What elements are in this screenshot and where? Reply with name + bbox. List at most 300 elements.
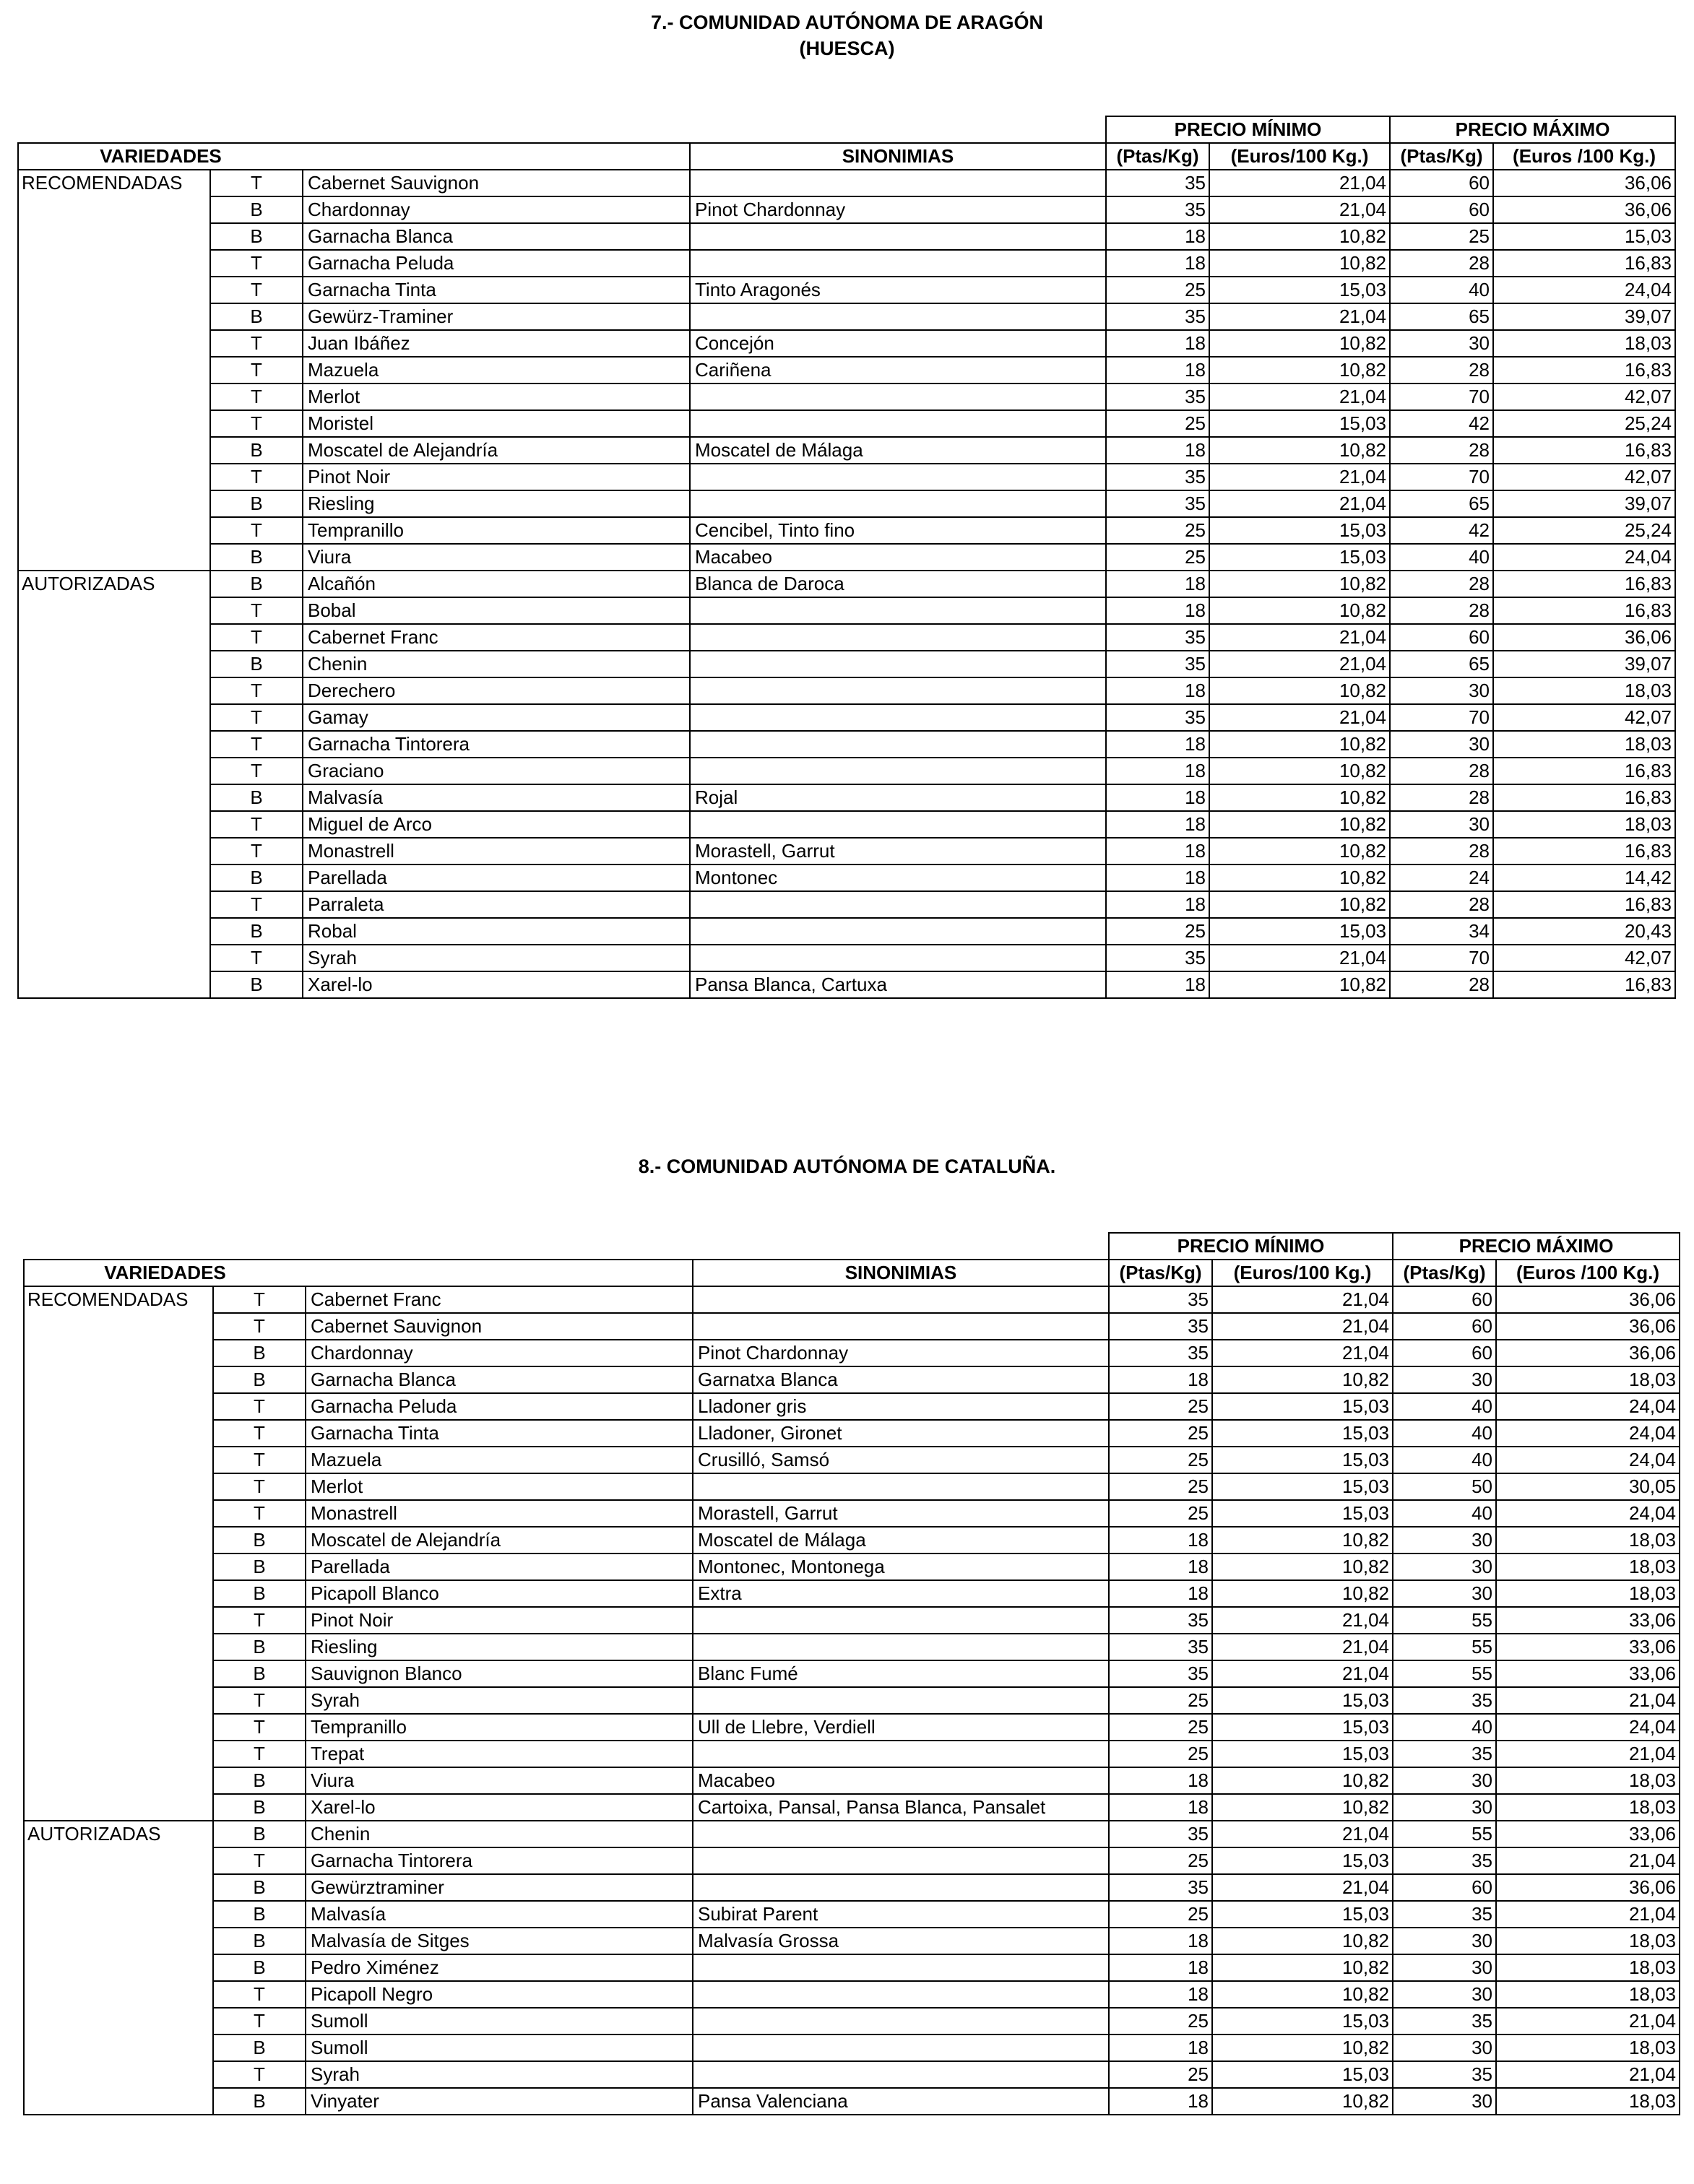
category-cell: AUTORIZADAS (24, 1821, 213, 1847)
color-cell: B (213, 1794, 306, 1821)
table-row (24, 1393, 1680, 1420)
category-cell (24, 2088, 213, 2115)
variety-cell: Pinot Noir (306, 1607, 693, 1634)
category-cell (18, 250, 210, 277)
ptas-max-cell: 42 (1390, 410, 1493, 437)
euros-min-cell: 21,04 (1209, 196, 1390, 223)
ptas-max-cell: 60 (1393, 1340, 1496, 1366)
synonyms-cell (690, 384, 1106, 410)
variety-cell: Gewürztraminer (306, 1874, 693, 1901)
ptas-max-cell: 60 (1393, 1874, 1496, 1901)
category-cell (18, 490, 210, 517)
color-cell: B (213, 1634, 306, 1660)
ptas-max-cell: 28 (1390, 437, 1493, 464)
color-cell: B (213, 1767, 306, 1794)
table-row (18, 357, 1675, 384)
table-row (18, 597, 1675, 624)
table-row (24, 1874, 1680, 1901)
color-cell: T (213, 1847, 306, 1874)
color-cell: B (210, 784, 303, 811)
category-cell (18, 277, 210, 303)
ptas-min-cell: 35 (1109, 1286, 1212, 1313)
euros-max-cell: 24,04 (1496, 1500, 1680, 1527)
euros-min-cell: 21,04 (1209, 170, 1390, 196)
ptas-max-cell: 55 (1393, 1607, 1496, 1634)
euros-min-cell: 10,82 (1209, 437, 1390, 464)
variedades-header: VARIEDADES (24, 1260, 306, 1286)
category-cell (24, 1366, 213, 1393)
color-cell: T (210, 170, 303, 196)
color-cell: B (213, 1554, 306, 1580)
ptas-max-cell: 28 (1390, 971, 1493, 998)
synonyms-cell: Ull de Llebre, Verdiell (693, 1714, 1109, 1741)
category-cell (18, 758, 210, 784)
category-cell (18, 196, 210, 223)
euros-max-cell: 18,03 (1496, 1580, 1680, 1607)
category-cell (18, 624, 210, 651)
synonyms-cell (690, 704, 1106, 731)
table-row (18, 651, 1675, 677)
euros-max-cell: 16,83 (1493, 437, 1675, 464)
variety-cell: Sauvignon Blanco (306, 1660, 693, 1687)
variety-cell: Merlot (306, 1473, 693, 1500)
color-cell: B (213, 1954, 306, 1981)
color-cell: B (210, 196, 303, 223)
euros-min-cell: 10,82 (1209, 330, 1390, 357)
euros-min-cell: 21,04 (1209, 651, 1390, 677)
color-cell: T (210, 410, 303, 437)
euros-min-cell: 21,04 (1212, 1313, 1393, 1340)
table-row (18, 410, 1675, 437)
variety-cell: Graciano (303, 758, 690, 784)
euros-min-cell: 10,82 (1212, 1554, 1393, 1580)
euros-max-cell: 36,06 (1496, 1340, 1680, 1366)
header-row-price-groups (24, 1233, 1680, 1260)
ptas-max-cell: 40 (1393, 1420, 1496, 1447)
color-cell: T (213, 1687, 306, 1714)
category-cell (18, 437, 210, 464)
variety-cell: Monastrell (306, 1500, 693, 1527)
category-cell (24, 1981, 213, 2008)
synonyms-cell (690, 945, 1106, 971)
color-cell: B (213, 1874, 306, 1901)
synonyms-cell: Blanc Fumé (693, 1660, 1109, 1687)
synonyms-cell: Pansa Valenciana (693, 2088, 1109, 2115)
euros-max-cell: 42,07 (1493, 384, 1675, 410)
color-cell: T (213, 2008, 306, 2034)
table-row (24, 1741, 1680, 1767)
euros-min-cell: 15,03 (1209, 277, 1390, 303)
euros-max-cell: 33,06 (1496, 1634, 1680, 1660)
euros-max-cell: 36,06 (1496, 1313, 1680, 1340)
color-cell: T (213, 1447, 306, 1473)
variety-cell: Syrah (303, 945, 690, 971)
color-cell: T (213, 1420, 306, 1447)
color-cell: B (213, 1527, 306, 1554)
euros-min-cell: 10,82 (1209, 971, 1390, 998)
ptas-max-cell: 28 (1390, 838, 1493, 864)
table-row (24, 1447, 1680, 1473)
synonyms-cell: Moscatel de Málaga (693, 1527, 1109, 1554)
euros-max-cell: 18,03 (1493, 677, 1675, 704)
synonyms-cell: Morastell, Garrut (690, 838, 1106, 864)
category-cell (18, 971, 210, 998)
euros-min-cell: 10,82 (1212, 2088, 1393, 2115)
ptas-min-cell: 18 (1109, 1794, 1212, 1821)
ptas-max-cell: 28 (1390, 891, 1493, 918)
euros-max-cell: 14,42 (1493, 864, 1675, 891)
variety-cell: Xarel-lo (306, 1794, 693, 1821)
ptas-min-cell: 25 (1109, 2008, 1212, 2034)
variety-cell: Alcañón (303, 571, 690, 597)
category-cell (24, 1928, 213, 1954)
ptas-min-cell: 35 (1106, 704, 1209, 731)
color-cell: B (210, 437, 303, 464)
euros-max-cell: 18,03 (1493, 731, 1675, 758)
euros-max-cell: 18,03 (1496, 1366, 1680, 1393)
header-gap (303, 143, 690, 170)
ptas-max-cell: 35 (1393, 1741, 1496, 1767)
table-row (18, 864, 1675, 891)
variety-cell: Xarel-lo (303, 971, 690, 998)
color-cell: T (210, 384, 303, 410)
category-cell (24, 1687, 213, 1714)
variety-cell: Mazuela (306, 1447, 693, 1473)
category-cell (18, 945, 210, 971)
table-row (24, 1714, 1680, 1741)
category-cell: AUTORIZADAS (18, 571, 210, 597)
category-cell (18, 544, 210, 571)
variety-cell: Chardonnay (303, 196, 690, 223)
color-cell: T (210, 945, 303, 971)
euros-max-cell: 18,03 (1496, 1554, 1680, 1580)
euros-min-cell: 10,82 (1212, 2034, 1393, 2061)
synonyms-cell (693, 1821, 1109, 1847)
color-cell: T (210, 891, 303, 918)
ptas-min-cell: 18 (1106, 784, 1209, 811)
category-cell (24, 1340, 213, 1366)
variety-cell: Garnacha Tintorera (306, 1847, 693, 1874)
euros-min-cell: 15,03 (1212, 1447, 1393, 1473)
table-row (18, 250, 1675, 277)
header-row-columns (18, 143, 1675, 170)
euros-min-cell: 10,82 (1212, 1954, 1393, 1981)
synonyms-cell (693, 1981, 1109, 2008)
ptas-min-cell: 35 (1106, 651, 1209, 677)
category-cell (24, 1500, 213, 1527)
euros-max-cell: 24,04 (1496, 1714, 1680, 1741)
category-cell (18, 891, 210, 918)
color-cell: B (210, 303, 303, 330)
synonyms-cell (693, 1634, 1109, 1660)
ptas-max-cell: 40 (1393, 1393, 1496, 1420)
ptas-min-cell: 35 (1109, 1660, 1212, 1687)
euros-min-cell: 21,04 (1209, 303, 1390, 330)
color-cell: T (210, 277, 303, 303)
synonyms-cell (690, 597, 1106, 624)
euros-min-cell: 21,04 (1209, 624, 1390, 651)
synonyms-cell (690, 918, 1106, 945)
ptas-min-cell: 25 (1106, 918, 1209, 945)
variety-cell: Vinyater (306, 2088, 693, 2115)
variety-cell: Cabernet Franc (306, 1286, 693, 1313)
ptas-min-cell: 18 (1109, 1366, 1212, 1393)
table-row (24, 1580, 1680, 1607)
table-row (18, 517, 1675, 544)
ptas-min-cell: 35 (1106, 945, 1209, 971)
ptas-max-cell: 30 (1390, 811, 1493, 838)
synonyms-cell: Blanca de Daroca (690, 571, 1106, 597)
ptas-max-cell: 30 (1390, 677, 1493, 704)
euros-max-cell: 16,83 (1493, 597, 1675, 624)
synonyms-cell (693, 1954, 1109, 1981)
ptas-max-cell: 60 (1390, 170, 1493, 196)
header-row-price-groups (18, 116, 1675, 143)
euros-min-cell: 10,82 (1212, 1981, 1393, 2008)
ptas-min-cell: 25 (1109, 1473, 1212, 1500)
variety-cell: Derechero (303, 677, 690, 704)
ptas-max-header: (Ptas/Kg) (1390, 143, 1493, 170)
euros-min-cell: 10,82 (1209, 597, 1390, 624)
euros-min-cell: 15,03 (1212, 1901, 1393, 1928)
category-cell (24, 1634, 213, 1660)
category-cell (24, 2034, 213, 2061)
synonyms-cell: Concejón (690, 330, 1106, 357)
color-cell: T (210, 250, 303, 277)
euros-max-cell: 25,24 (1493, 410, 1675, 437)
ptas-min-cell: 18 (1106, 357, 1209, 384)
table-row (24, 2008, 1680, 2034)
table-row (18, 677, 1675, 704)
ptas-max-cell: 70 (1390, 464, 1493, 490)
color-cell: T (213, 1500, 306, 1527)
table-row (18, 464, 1675, 490)
euros-min-cell: 21,04 (1212, 1821, 1393, 1847)
ptas-max-cell: 30 (1393, 1928, 1496, 1954)
variety-cell: Viura (306, 1767, 693, 1794)
euros-max-cell: 42,07 (1493, 464, 1675, 490)
ptas-min-cell: 18 (1106, 971, 1209, 998)
synonyms-cell: Crusilló, Samsó (693, 1447, 1109, 1473)
variety-cell: Merlot (303, 384, 690, 410)
ptas-min-cell: 18 (1109, 1580, 1212, 1607)
euros-max-cell: 25,24 (1493, 517, 1675, 544)
synonyms-cell: Cencibel, Tinto fino (690, 517, 1106, 544)
euros-max-cell: 18,03 (1496, 2034, 1680, 2061)
table-row (24, 1366, 1680, 1393)
synonyms-cell (693, 1607, 1109, 1634)
ptas-min-cell: 25 (1106, 517, 1209, 544)
category-cell (24, 1313, 213, 1340)
table-row (24, 1554, 1680, 1580)
ptas-max-cell: 40 (1393, 1714, 1496, 1741)
ptas-min-cell: 25 (1106, 544, 1209, 571)
ptas-min-cell: 18 (1109, 1954, 1212, 1981)
color-cell: B (210, 223, 303, 250)
ptas-max-cell: 50 (1393, 1473, 1496, 1500)
category-cell (24, 1580, 213, 1607)
ptas-min-cell: 18 (1106, 864, 1209, 891)
variety-cell: Garnacha Tinta (303, 277, 690, 303)
synonyms-cell: Pinot Chardonnay (693, 1340, 1109, 1366)
color-cell: T (210, 624, 303, 651)
euros-min-cell: 15,03 (1212, 1714, 1393, 1741)
euros-max-cell: 16,83 (1493, 891, 1675, 918)
ptas-min-cell: 18 (1106, 758, 1209, 784)
table-row (24, 1928, 1680, 1954)
synonyms-cell: Subirat Parent (693, 1901, 1109, 1928)
euros-max-cell: 36,06 (1496, 1286, 1680, 1313)
euros-max-cell: 36,06 (1493, 196, 1675, 223)
euros-min-cell: 10,82 (1209, 811, 1390, 838)
synonyms-cell (690, 891, 1106, 918)
euros-max-cell: 18,03 (1496, 1527, 1680, 1554)
color-cell: T (210, 464, 303, 490)
variety-cell: Gamay (303, 704, 690, 731)
ptas-min-cell: 18 (1109, 1554, 1212, 1580)
ptas-min-cell: 25 (1109, 1447, 1212, 1473)
variety-cell: Viura (303, 544, 690, 571)
euros-min-cell: 15,03 (1212, 1473, 1393, 1500)
euros-min-cell: 21,04 (1212, 1340, 1393, 1366)
euros-min-cell: 21,04 (1212, 1607, 1393, 1634)
ptas-max-cell: 28 (1390, 784, 1493, 811)
euros-min-cell: 21,04 (1212, 1874, 1393, 1901)
variety-cell: Miguel de Arco (303, 811, 690, 838)
category-cell (24, 2061, 213, 2088)
ptas-max-cell: 70 (1390, 384, 1493, 410)
category-cell (24, 1714, 213, 1741)
variety-cell: Trepat (306, 1741, 693, 1767)
ptas-max-cell: 70 (1390, 704, 1493, 731)
table-row (24, 1981, 1680, 2008)
euros-min-cell: 10,82 (1212, 1527, 1393, 1554)
ptas-min-cell: 18 (1109, 2034, 1212, 2061)
euros-min-cell: 10,82 (1212, 1580, 1393, 1607)
euros-min-cell: 15,03 (1212, 1847, 1393, 1874)
ptas-max-cell: 30 (1390, 330, 1493, 357)
color-cell: T (210, 517, 303, 544)
synonyms-cell (693, 1313, 1109, 1340)
ptas-min-cell: 18 (1109, 1767, 1212, 1794)
synonyms-cell (693, 1847, 1109, 1874)
ptas-min-cell: 18 (1106, 731, 1209, 758)
synonyms-cell (693, 2034, 1109, 2061)
synonyms-cell (693, 1286, 1109, 1313)
color-cell: T (213, 2061, 306, 2088)
ptas-min-cell: 35 (1109, 1607, 1212, 1634)
variety-cell: Cabernet Franc (303, 624, 690, 651)
color-cell: B (213, 1821, 306, 1847)
ptas-max-cell: 40 (1393, 1447, 1496, 1473)
ptas-max-cell: 30 (1393, 1794, 1496, 1821)
table-row (24, 1901, 1680, 1928)
color-cell: T (213, 1607, 306, 1634)
color-cell: B (213, 1660, 306, 1687)
variedades-header: VARIEDADES (18, 143, 303, 170)
synonyms-cell (690, 490, 1106, 517)
euros-min-cell: 10,82 (1209, 864, 1390, 891)
euros-min-cell: 10,82 (1209, 758, 1390, 784)
color-cell: T (210, 597, 303, 624)
ptas-max-cell: 65 (1390, 303, 1493, 330)
euros-max-cell: 20,43 (1493, 918, 1675, 945)
euros-max-cell: 33,06 (1496, 1660, 1680, 1687)
ptas-max-cell: 28 (1390, 250, 1493, 277)
ptas-max-cell: 30 (1393, 1580, 1496, 1607)
variety-cell: Parellada (303, 864, 690, 891)
euros-max-cell: 39,07 (1493, 490, 1675, 517)
variety-cell: Parellada (306, 1554, 693, 1580)
table-row (24, 2061, 1680, 2088)
table-row (24, 1847, 1680, 1874)
euros-max-cell: 16,83 (1493, 571, 1675, 597)
synonyms-cell (690, 464, 1106, 490)
euros-min-cell: 15,03 (1209, 544, 1390, 571)
table-row (18, 971, 1675, 998)
euros-max-cell: 39,07 (1493, 303, 1675, 330)
variety-cell: Cabernet Sauvignon (306, 1313, 693, 1340)
euros-min-cell: 10,82 (1209, 571, 1390, 597)
variety-cell: Garnacha Blanca (303, 223, 690, 250)
synonyms-cell (693, 1741, 1109, 1767)
variety-cell: Garnacha Blanca (306, 1366, 693, 1393)
ptas-max-cell: 40 (1393, 1500, 1496, 1527)
ptas-min-cell: 25 (1109, 1393, 1212, 1420)
ptas-min-cell: 35 (1109, 1634, 1212, 1660)
euros-max-cell: 16,83 (1493, 971, 1675, 998)
table-row (24, 1794, 1680, 1821)
euros-max-cell: 30,05 (1496, 1473, 1680, 1500)
euros-min-header: (Euros/100 Kg.) (1212, 1260, 1393, 1286)
euros-max-cell: 18,03 (1496, 1981, 1680, 2008)
color-cell: B (210, 918, 303, 945)
euros-max-cell: 24,04 (1493, 544, 1675, 571)
euros-max-cell: 16,83 (1493, 250, 1675, 277)
table-row (18, 704, 1675, 731)
table-row (18, 731, 1675, 758)
table-row (24, 1954, 1680, 1981)
table-row (18, 784, 1675, 811)
euros-max-cell: 18,03 (1493, 811, 1675, 838)
euros-min-cell: 15,03 (1209, 517, 1390, 544)
euros-max-cell: 24,04 (1493, 277, 1675, 303)
table-row (18, 303, 1675, 330)
euros-max-cell: 16,83 (1493, 357, 1675, 384)
ptas-max-header: (Ptas/Kg) (1393, 1260, 1496, 1286)
variety-cell: Picapoll Negro (306, 1981, 693, 2008)
synonyms-cell (690, 303, 1106, 330)
ptas-max-cell: 28 (1390, 758, 1493, 784)
table-row (24, 1660, 1680, 1687)
synonyms-cell: Malvasía Grossa (693, 1928, 1109, 1954)
category-cell (24, 1847, 213, 1874)
synonyms-cell: Pansa Blanca, Cartuxa (690, 971, 1106, 998)
precio-minimo-header: PRECIO MÍNIMO (1106, 116, 1390, 143)
precio-minimo-header: PRECIO MÍNIMO (1109, 1233, 1393, 1260)
euros-min-cell: 21,04 (1209, 490, 1390, 517)
category-cell (18, 357, 210, 384)
table-row (24, 1473, 1680, 1500)
ptas-min-cell: 35 (1109, 1874, 1212, 1901)
color-cell: T (210, 677, 303, 704)
category-cell (18, 677, 210, 704)
category-cell (24, 1554, 213, 1580)
synonyms-cell (690, 624, 1106, 651)
header-row-columns (24, 1260, 1680, 1286)
header-spacer (24, 1233, 1109, 1260)
synonyms-cell (693, 1874, 1109, 1901)
